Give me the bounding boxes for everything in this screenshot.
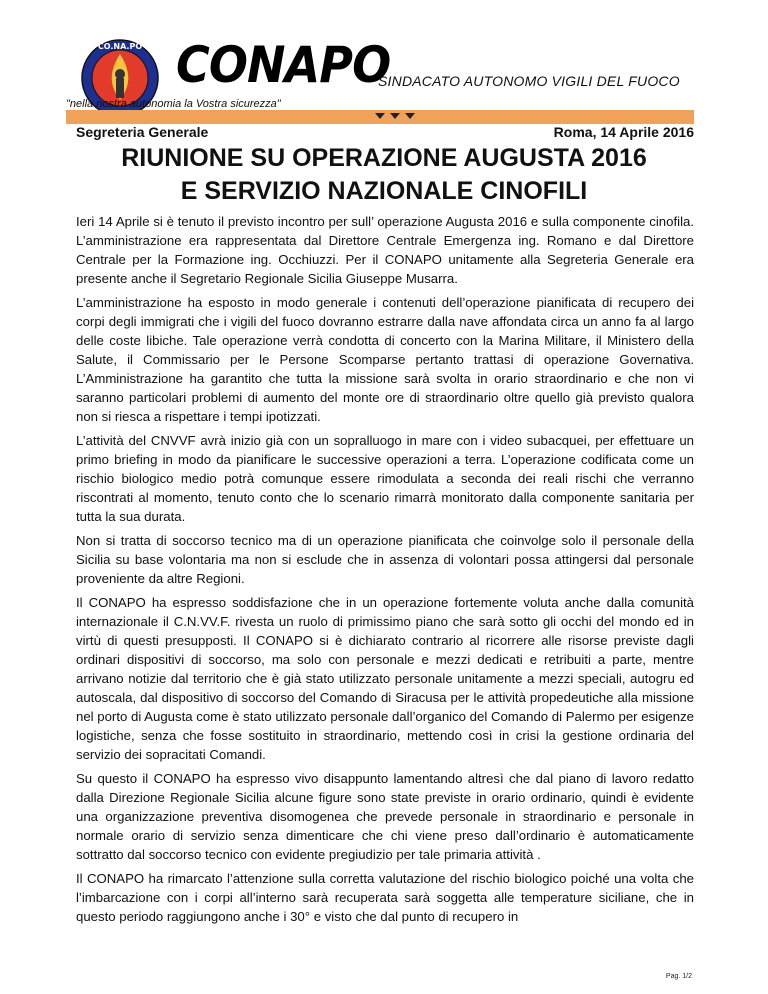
department-label: Segreteria Generale: [76, 124, 209, 140]
page-number: Pag. 1/2: [665, 973, 692, 980]
paragraph: L’attività del CNVVF avrà inizio già con un sopralluogo in mare con i video subacquei, per effettuare un primo briefing in modo da pianificare le successive operazioni a terra. L’operazione codificata come un rischio biologico medio potrà comunque essere rimodulata a seconda dei reali rischi che verranno riscontrati al momento, tenuto conto che lo scenario rimarrà monitorato dalla componente sanitaria per tutta la sua durata.: [76, 433, 694, 524]
motto: "nella nostra autonomia la Vostra sicurezza": [66, 98, 281, 110]
paragraph: Non si tratta di soccorso tecnico ma di un operazione pianificata che coinvolge solo il personale della Sicilia su base volontaria ma non si esclude che in assenza di volontari possa attingersi dal personale proveniente da altre Regioni.: [76, 533, 694, 586]
brand-wordmark: CONAPO: [176, 36, 391, 94]
title-line-2: E SERVIZIO NAZIONALE CINOFILI: [180, 177, 588, 205]
document-body: [76, 212, 694, 931]
paragraph: Il CONAPO ha rimarcato l’attenzione sulla corretta valutazione del rischio biologico poiché una volta che l’imbarcazione con i corpi all’interno sarà recuperata sarà soggetta alle temperature siciliane, che in questo periodo raggiungono anche i 30° e visto che dal punto di recupero in: [76, 871, 694, 924]
logo-text: CO.NA.PO: [97, 42, 143, 51]
paragraph: Ieri 14 Aprile si è tenuto il previsto incontro per sull’ operazione Augusta 2016 e sulla componente cinofila. L’amministrazione era rappresentata dal Direttore Centrale Emergenza ing. Romano e dal Direttore Centrale per la Formazione ing. Occhiuzzi. Per il CONAPO unitamente alla Segreteria Generale era presente anche il Segretario Regionale Sicilia Giuseppe Musarra.: [76, 214, 694, 286]
union-name: SINDACATO AUTONOMO VIGILI DEL FUOCO: [378, 73, 680, 89]
chevron-down-icon: [375, 113, 415, 119]
place-date: Roma, 14 Aprile 2016: [553, 124, 694, 140]
paragraph: L’amministrazione ha esposto in modo generale i contenuti dell’operazione pianificata di recupero dei corpi degli immigrati che i vigili del fuoco dovranno estrarre dalla nave affondata circa un anno fa al largo delle coste libiche. Tale operazione verrà condotta di concerto con la Marina Militare, il Ministero della Salute, il Commissario per le Persone Scomparse pertanto trattasi di operazione Governativa. L’Amministrazione ha garantito che tutta la missione sarà svolta in orario straordinario e che non vi saranno particolari problemi di aumento del monte ore di straordinario oltre quello già previsto qualora non si riesca a rispettare i tempi ipotizzati.: [76, 295, 694, 424]
paragraph: Il CONAPO ha espresso soddisfazione che in un operazione fortemente voluta anche dalla comunità internazionale il C.N.VV.F. rivesta un ruolo di primissimo piano che sarà sotto gli occhi del mondo ed in virtù di questi presupposti. Il CONAPO si è dichiarato contrario al ricorrere alle risorse previste dagli ordinari dispositivi di soccorso, ma solo con personale e mezzi dedicati e retribuiti a parte, mentre arrivano notizie dal territorio che è già stato utilizzato personale unitamente a mezzi speciali, autogru ed autoscala, dal dispositivo di soccorso del Comando di Siracusa per le attività propedeutiche alla missione nel porto di Augusta come è stato utilizzato personale dall’organico del Comando di Palermo per esigenze logistiche, senza che fosse sostituito in straordinario, mettendo così in crisi la gestione ordinaria del servizio dei sopracitati Comandi.: [76, 595, 694, 762]
paragraph: Su questo il CONAPO ha espresso vivo disappunto lamentando altresì che dal piano di lavoro redatto dalla Direzione Regionale Sicilia alcune figure sono state previste in orario ordinario, quindi è evidente una organizzazione preventiva disomogenea che prevede personale in straordinario e personale in normale orario di servizio senza dimenticare che chi viene preso dall’ordinario è automaticamente sottratto dal soccorso tecnico con evidente pregiudizio per tale primaria attività .: [76, 771, 694, 862]
title-line-1: RIUNIONE SU OPERAZIONE AUGUSTA 2016: [121, 144, 647, 172]
page-title: [66, 142, 702, 208]
